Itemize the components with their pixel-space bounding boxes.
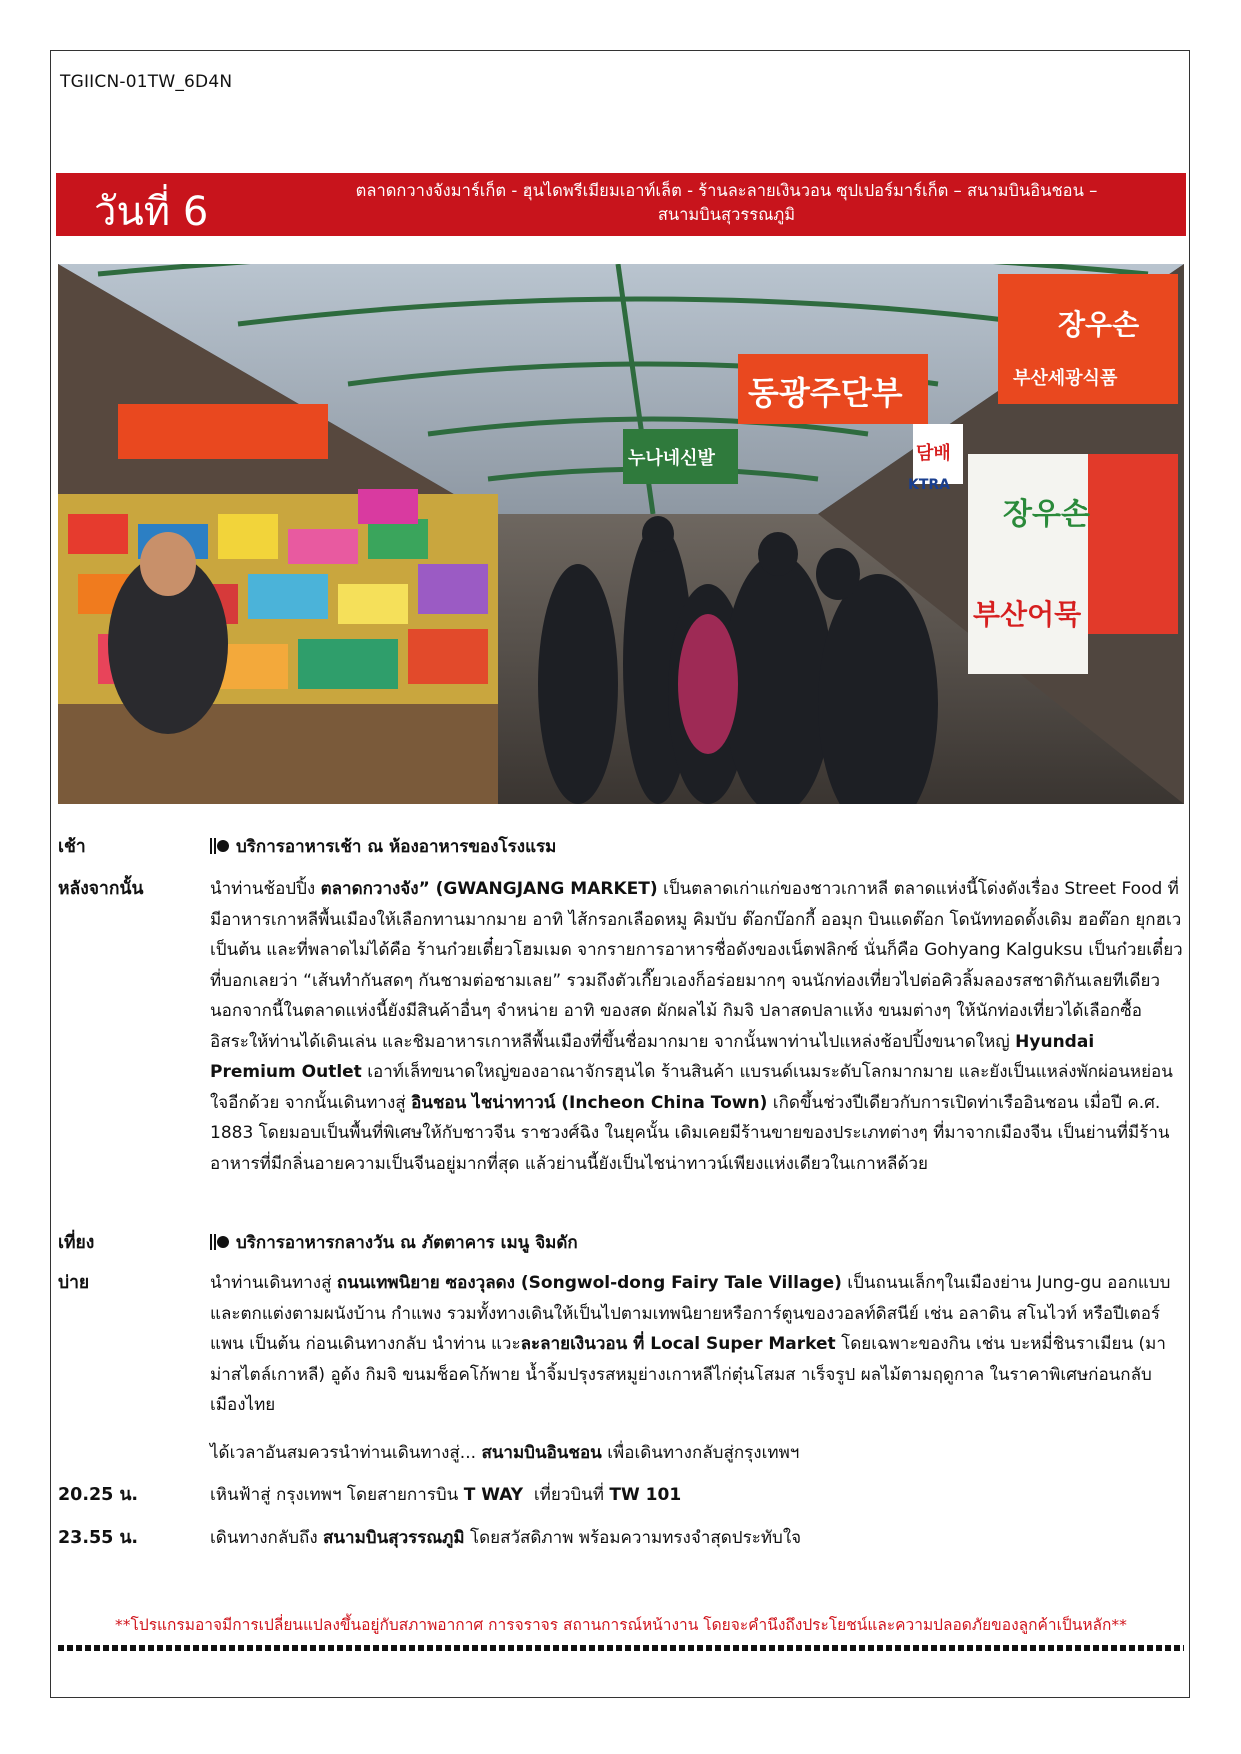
activity-paragraph: นำท่านเดินทางสู่ ถนนเทพนิยาย ซองวุลดง (Songwol-dong Fairy Tale Village) เป็นถนนเล็กๆในเมืองย่าน Jung-gu ออกแบบและตกแต่งตามผนังบ้าน กำแพง รวมทั้งทางเดินให้เป็นไปตามเทพนิยายหรือการ์ตูนของวอลท์ดิสนีย์ เช่น อลาดิน สโนไวท์ หรือปีเตอร์แพน เป็นต้น ก่อนเดินทางกลับ นำท่าน แวะละลายเงินวอน ที่ Local Super Market โดยเฉพาะของกิน เช่น บะหมี่ชินราเมียน (มาม่าสไตล์เกาหลี) อูด้ง กิมจิ ขนมช็อคโก้พาย น้ำจิ้มปรุงรสหมูย่างเกาหลีไก่ตุ๋นโสมส าเร็จรูป ผลไม้ตามฤดูกาล ในราคาพิเศษก่อนกลับเมืองไทย <box>210 1273 1171 1415</box>
route-line-1: ตลาดกวางจังมาร์เก็ต - ฮุนไดพรีเมียมเอาท์เล็ต - ร้านละลายเงินวอน ซุปเปอร์มาร์เก็ต – สนามบินอินชอน – <box>355 181 1098 200</box>
svg-text:누나네신발: 누나네신발 <box>628 448 715 469</box>
day-title: วันที่ 6 <box>94 189 209 235</box>
svg-text:부산어묵: 부산어묵 <box>973 598 1082 631</box>
place-name: สนามบินสุวรรณภูมิ <box>323 1528 465 1548</box>
place-name: ตลาดกวางจัง” (GWANGJANG MARKET) <box>320 879 658 899</box>
svg-text:동광주단부: 동광주단부 <box>748 374 903 412</box>
svg-text:KTRA: KTRA <box>908 477 951 493</box>
flight-number: TW 101 <box>609 1485 682 1505</box>
place-name: ถนนเทพนิยาย ซองวุลดง (Songwol-dong Fairy Tale Village) <box>336 1273 842 1293</box>
place-name: ละลายเงินวอน ที่ Local Super Market <box>520 1334 836 1354</box>
time-label: หลังจากนั้น <box>58 879 144 899</box>
svg-text:장우손: 장우손 <box>1058 308 1140 341</box>
route-line-2: สนามบินสุวรรณภูมิ <box>657 205 796 224</box>
place-name: Hyundai Premium Outlet <box>210 1031 1095 1082</box>
svg-text:담배: 담배 <box>916 443 951 464</box>
svg-text:부산세광식품: 부산세광식품 <box>1013 368 1118 389</box>
place-name: สนามบินอินชอน <box>481 1443 602 1463</box>
arrival-info: เดินทางกลับถึง สนามบินสุวรรณภูมิ โดยสวัสดิภาพ พร้อมความทรงจำสุดประทับใจ <box>210 1528 802 1548</box>
place-name: อินชอน ไชน่าทาวน์ (Incheon China Town) <box>411 1092 768 1113</box>
activity-paragraph: ได้เวลาอันสมควรนำท่านเดินทางสู่... สนามบินอินชอน เพื่อเดินทางกลับสู่กรุงเทพฯ <box>210 1443 800 1463</box>
program-notice: **โปรแกรมอาจมีการเปลี่ยนแปลงขึ้นอยู่กับสภาพอากาศ การจราจร สถานการณ์หน้างาน โดยจะคำนึงถึงประโยชน์และความปลอดภัยของลูกค้าเป็นหลัก** <box>115 1616 1127 1634</box>
svg-text:장우손: 장우손 <box>1003 497 1090 532</box>
meal-text: บริการอาหารเช้า ณ ห้องอาหารของโรงแรม <box>236 837 557 857</box>
tour-code: TGIICN-01TW_6D4N <box>60 72 233 92</box>
meal-icon <box>210 1234 230 1250</box>
time-label: เช้า <box>58 837 86 857</box>
dotted-divider <box>58 1645 1184 1651</box>
airline-name: T WAY <box>463 1485 524 1505</box>
day-route <box>281 179 1172 227</box>
time-label: 20.25 น. <box>58 1485 139 1505</box>
meal-icon <box>210 838 230 854</box>
meal-text: บริการอาหารกลางวัน ณ ภัตตาคาร เมนู จิมดัก <box>236 1233 578 1253</box>
time-label: 23.55 น. <box>58 1528 139 1548</box>
market-photo <box>58 264 1184 804</box>
activity-paragraph: นำท่านช้อปปิ้ง ตลาดกวางจัง” (GWANGJANG MARKET) เป็นตลาดเก่าแก่ของชาวเกาหลี ตลาดแห่งนี้โด่งดังเรื่อง Street Food ที่มีอาหารเกาหลีพื้นเมืองให้เลือกทานมากมาย อาทิ ไส้กรอกเลือดหมู คิมบับ ต๊อกบ๊อกกี้ ออมุก บินแดต๊อก โดนัททอดดั้งเดิม ฮอต๊อก ยุกฮเว เป็นต้น และที่พลาดไม่ได้คือ ร้านก๋วยเตี๋ยวโฮมเมด จากรายการอาหารชื่อดังของเน็ตฟลิกซ์ นั่นก็คือ Gohyang Kalguksu เป็นก๋วยเตี๋ยวที่บอกเลยว่า “เส้นทำกันสดๆ กันชามต่อชามเลย” รวมถึงตัวเกี๊ยวเองก็อร่อยมากๆ จนนักท่องเที่ยวไปต่อคิวลิ้มลองรสชาติกันเลยทีเดียว นอกจากนี้ในตลาดแห่งนี้ยังมีสินค้าอื่นๆ จำหน่าย อาทิ ของสด ผักผลไม้ กิมจิ ปลาสดปลาแห้ง ขนมต่างๆ ให้นักท่องเที่ยวได้เลือกซื้อ อิสระให้ท่านได้เดินเล่น และชิมอาหารเกาหลีพื้นเมืองที่ขึ้นชื่อมากมาย จากนั้นพาท่านไปแหล่งช้อปปิ้งขนาดใหญ่ Hyundai Premium Outlet เอาท์เล็ทขนาดใหญ่ของอาณาจักรฮุนได ร้านสินค้า แบรนด์เนมระดับโลกมากมาย และยังเป็นแหล่งพักผ่อนหย่อนใจอีกด้วย จากนั้นเดินทางสู่ อินชอน ไชน่าทาวน์ (Incheon China Town) เกิดขึ้นช่วงปีเดียวกับการเปิดท่าเรืออินชอน เมื่อปี ค.ศ. 1883 โดยมอบเป็นพื้นที่พิเศษให้กับชาวจีน ราชวงศ์ฉิง ในยุคนั้น เดิมเคยมีร้านขายของประเภทต่างๆ ที่มาจากเมืองจีน เป็นย่านที่มีร้านอาหารที่มีกลิ่นอายความเป็นจีนอยู่มากที่สุด แล้วย่านนี้ยังเป็นไชน่าทาวน์เพียงแห่งเดียวในเกาหลีด้วย <box>210 879 1183 1174</box>
time-label: บ่าย <box>58 1273 90 1293</box>
flight-info: เหินฟ้าสู่ กรุงเทพฯ โดยสายการบิน T WAY เที่ยวบินที่ TW 101 <box>210 1485 682 1505</box>
time-label: เที่ยง <box>58 1233 95 1253</box>
day-banner <box>56 173 1186 236</box>
